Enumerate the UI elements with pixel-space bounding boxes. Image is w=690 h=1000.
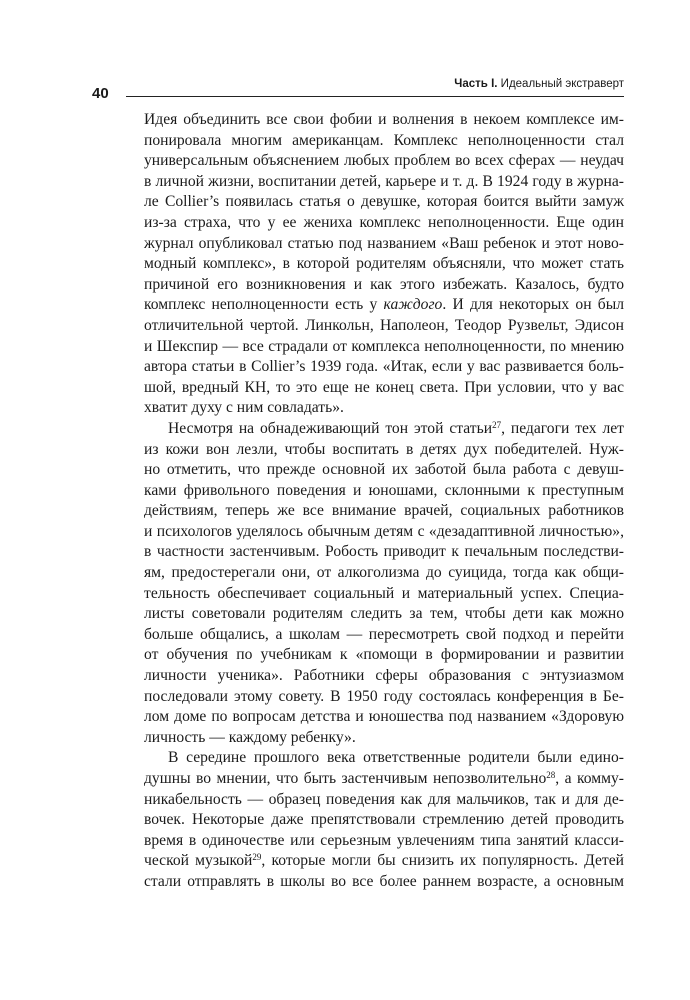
footnote-ref[interactable]: 27 bbox=[492, 419, 502, 430]
paragraph-line: действиям, теперь же все внимание врачей, социальных работников bbox=[144, 502, 624, 520]
paragraph-line: Идея объединить все свои фобии и волнения в некоем комплексе им- bbox=[144, 111, 624, 128]
paragraph-line: журнал опубликовал статью под названием «Ваш ребенок и этот ново- bbox=[144, 234, 624, 252]
paragraph-line: от обучения по учебникам к «помощи в формировании и развитии bbox=[144, 646, 624, 664]
paragraph-line: отличительной чертой. Линкольн, Наполеон, Теодор Рузвельт, Эдисон bbox=[144, 316, 624, 334]
paragraph-line: в личной жизни, воспитании детей, карьере и т. д. В 1924 году в журна- bbox=[144, 172, 624, 190]
paragraph-line: хватит духу с ним совладать». bbox=[144, 399, 344, 417]
paragraph-line: личности ученика». Работники сферы образования с энтузиазмом bbox=[144, 667, 624, 685]
header-rule bbox=[126, 96, 624, 97]
paragraph-line: душны во мнении, что быть застенчивым непозволительно$^{28}$, а комму- bbox=[144, 770, 624, 787]
footnote-ref[interactable]: 28 bbox=[546, 770, 556, 780]
paragraph-line: В середине прошлого века ответственные родители были едино- bbox=[168, 749, 624, 767]
paragraph-line: личность — каждому ребенку». bbox=[144, 728, 356, 746]
paragraph-line: стали отправлять в школы во все более раннем возрасте, а основным bbox=[144, 872, 624, 890]
paragraph-line: но отметить, что прежде основной их заботой была работа с девуш- bbox=[144, 461, 624, 479]
paragraph-line: вочек. Некоторые даже препятствовали стремлению детей проводить bbox=[144, 811, 624, 829]
paragraph-line: из-за страха, что у ее жениха комплекс неполноценности. Еще один bbox=[144, 213, 624, 231]
part-label: Часть I. bbox=[454, 78, 498, 90]
paragraph-line: последовали этому совету. В 1950 году состоялась конференция в Бе- bbox=[144, 687, 624, 705]
paragraph-line: время в одиночестве или серьезным увлечениям типа занятий класси- bbox=[144, 831, 624, 849]
paragraph-line: комплекс неполноценности есть у каждого. И для некоторых он был bbox=[144, 296, 624, 314]
italic-emphasis: каждого bbox=[383, 296, 443, 314]
paragraph-line: и психологов уделялось обычным детям с «дезадаптивной личностью», bbox=[144, 522, 624, 540]
paragraph-line: и Шекспир — все страдали от комплекса неполноценности, по мнению bbox=[144, 337, 624, 355]
section-title bbox=[454, 76, 624, 92]
paragraph-line: автора статьи в Collier’s 1939 года. «Итак, если у вас развивается боль- bbox=[144, 358, 624, 376]
paragraph-line: шой, вредный КН, то это еще не конец света. При условии, что у вас bbox=[144, 378, 624, 396]
paragraph-line: Несмотря на обнадеживающий тон этой статьи$^{27}$, педагоги тех лет bbox=[168, 419, 624, 437]
paragraph-line: причиной его возникновения и как этого избежать. Казалось, будто bbox=[144, 275, 624, 293]
paragraph-line: никабельность — образец поведения как для мальчиков, так и для де- bbox=[144, 790, 624, 808]
paragraph-line: ям, предостерегали они, от алкоголизма до суицида, тогда как общи- bbox=[144, 564, 624, 582]
paragraph-line: в частности застенчивым. Робость приводит к печальным последстви- bbox=[144, 543, 624, 561]
paragraph-line: понировала многим американцам. Комплекс неполноценности стал bbox=[144, 131, 624, 149]
paragraph-line: тельность обеспечивает социальный и материальный успех. Специа- bbox=[144, 584, 624, 602]
running-head bbox=[92, 78, 624, 108]
paragraph-line: модный комплекс», в которой родителям объясняли, что может стать bbox=[144, 255, 624, 273]
footnote-ref[interactable]: 29 bbox=[252, 852, 262, 863]
body-text bbox=[144, 110, 624, 893]
paragraph-line: универсальным объяснением любых проблем во всех сферах — неудач bbox=[144, 152, 624, 170]
paragraph-line: листы советовали родителям следить за тем, чтобы дети как можно bbox=[144, 605, 624, 623]
part-title: Идеальный экстраверт bbox=[500, 78, 624, 90]
paragraph-line: из кожи вон лезли, чтобы воспитать в детях дух победителей. Нуж- bbox=[144, 440, 624, 458]
page-number: 40 bbox=[92, 85, 109, 102]
paragraph-line: ле Collier’s появилась статья о девушке, которая боится выйти замуж bbox=[144, 193, 624, 211]
paragraph-line: ками фривольного поведения и юношами, склонными к преступным bbox=[144, 481, 624, 499]
paragraph-line: ческой музыкой$^{29}$, которые могли бы снизить их популярность. Детей bbox=[144, 852, 624, 870]
paragraph-line: больше общались, а школам — пересмотреть свой подход и перейти bbox=[144, 625, 624, 643]
paragraph-line: лом доме по вопросам детства и юношества под названием «Здоровую bbox=[144, 708, 624, 726]
